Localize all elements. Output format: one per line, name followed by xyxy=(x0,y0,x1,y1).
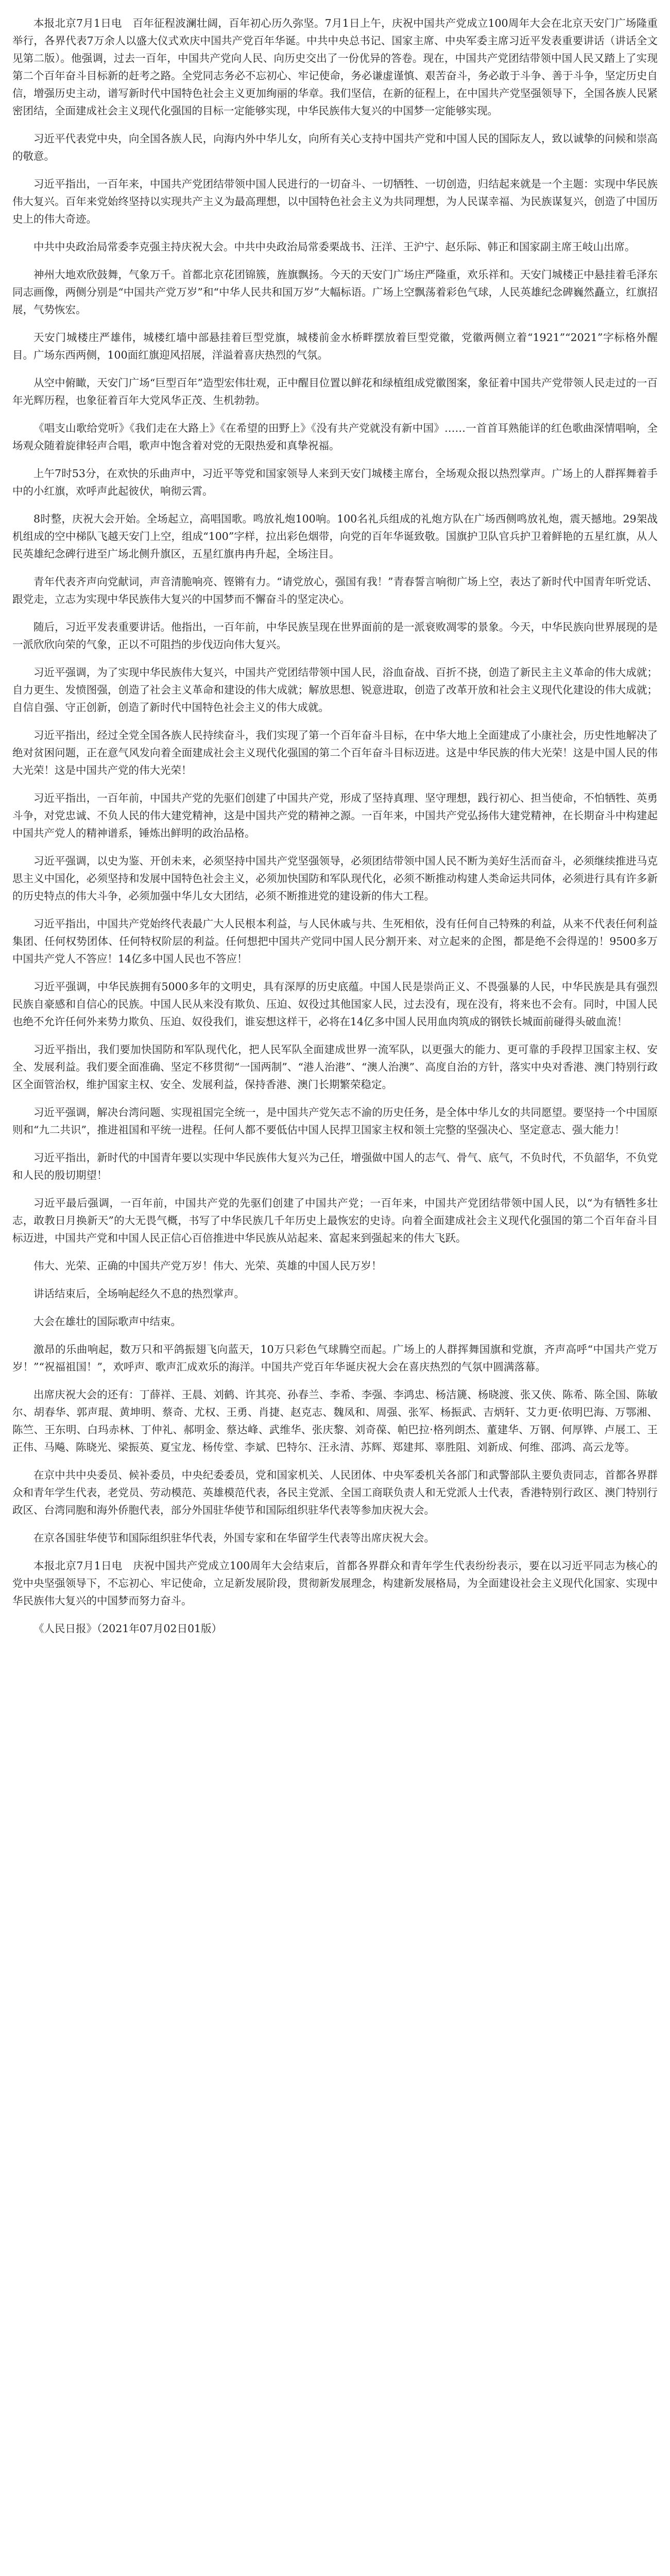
article-paragraph: 习近平指出，我们要加快国防和军队现代化，把人民军队全面建成世界一流军队，以更强大的能力、更可靠的手段捍卫国家主权、安全、发展利益。我们要全面准确、坚定不移贯彻“一国两制”、“港人治港”、“澳人治澳”、高度自治的方针，落实中央对香港、澳门特别行政区全面管治权，维护国家主权、安全、发展利益，保持香港、澳门长期繁荣稳定。 xyxy=(12,1043,658,1091)
article-paragraph: 习近平强调，以史为鉴、开创未来，必须坚持中国共产党坚强领导，必须团结带领中国人民不断为美好生活而奋斗，必须继续推进马克思主义中国化，必须坚持和发展中国特色社会主义，必须加快国防和军队现代化，必须不断推动构建人类命运共同体，必须进行具有许多新的历史特点的伟大斗争，必须加强中华儿女大团结，必须不断推进党的建设新的伟大工程。 xyxy=(12,855,658,902)
article-paragraph: 从空中俯瞰，天安门广场“巨型百年”造型宏伟壮观，正中醒目位置以鲜花和绿植组成党徽图案，象征着中国共产党带领人民走过的一百年光辉历程，也象征着百年大党风华正茂、生机勃勃。 xyxy=(12,377,658,406)
article-paragraph: 青年代表齐声向党献词，声音清脆响亮、铿锵有力。“请党放心，强国有我！”青春誓言响彻广场上空，表达了新时代中国青年听党话、跟党走，立志为实现中华民族伟大复兴的中国梦而不懈奋斗的坚定决心。 xyxy=(12,575,658,605)
article-paragraph: 习近平强调，为了实现中华民族伟大复兴，中国共产党团结带领中国人民，浴血奋战、百折不挠，创造了新民主主义革命的伟大成就；自力更生、发愤图强，创造了社会主义革命和建设的伟大成就；解放思想、锐意进取，创造了改革开放和社会主义现代化建设的伟大成就；自信自强、守正创新，创造了新时代中国特色社会主义的伟大成就。 xyxy=(12,666,658,714)
article-paragraph: 伟大、光荣、正确的中国共产党万岁！伟大、光荣、英雄的中国人民万岁！ xyxy=(33,1260,382,1272)
article-paragraph: 8时整，庆祝大会开始。全场起立，高唱国歌。鸣放礼炮100响。100名礼兵组成的礼炮方队在广场西侧鸣放礼炮，震天撼地。29架战机组成的空中梯队飞越天安门上空，组成“100”字样，拉出彩色烟带，向党的百年华诞致敬。国旗护卫队官兵护卫着鲜艳的五星红旗，从人民英雄纪念碑行进至广场北侧升旗区，五星红旗冉冉升起，全场注目。 xyxy=(12,513,658,560)
article-paragraph: 在京各国驻华使节和国际组织驻华代表，外国专家和在华留学生代表等出席庆祝大会。 xyxy=(33,1532,435,1544)
article-paragraph: 天安门城楼庄严雄伟，城楼红墙中部悬挂着巨型党旗，城楼前金水桥畔摆放着巨型党徽，党徽两侧立着“1921”“2021”字标格外醒目。广场东西两侧，100面红旗迎风招展，洋溢着喜庆热烈的气氛。 xyxy=(12,331,658,361)
article-source: 《人民日报》（2021年07月02日01版） xyxy=(33,1622,222,1635)
article-paragraph: 习近平指出，中国共产党始终代表最广大人民根本利益，与人民休戚与共、生死相依，没有任何自己特殊的利益，从来不代表任何利益集团、任何权势团体、任何特权阶层的利益。任何想把中国共产党同中国人民分割开来、对立起来的企图，都是绝不会得逞的！9500多万中国共产党人不答应！14亿多中国人民也不答应！ xyxy=(12,918,658,965)
article-paragraph: 习近平指出，一百年来，中国共产党团结带领中国人民进行的一切奋斗、一切牺牲、一切创造，归结起来就是一个主题：实现中华民族伟大复兴。百年来党始终坚持以实现共产主义为最高理想，以中国特色社会主义为共同理想，为人民谋幸福、为民族谋复兴，创造了中国历史上的伟大奇迹。 xyxy=(12,178,658,225)
article-body xyxy=(12,14,658,1609)
article-paragraph: 习近平强调，解决台湾问题、实现祖国完全统一，是中国共产党矢志不渝的历史任务，是全体中华儿女的共同愿望。要坚持一个中国原则和“九二共识”，推进祖国和平统一进程。任何人都不要低估中国人民捍卫国家主权和领土完整的坚强决心、坚定意志、强大能力！ xyxy=(12,1106,658,1136)
article-paragraph: 上午7时53分，在欢快的乐曲声中，习近平等党和国家领导人来到天安门城楼主席台，全场观众报以热烈掌声。广场上的人群挥舞着手中的小红旗，欢呼声此起彼伏，响彻云霄。 xyxy=(12,467,658,497)
article-paragraph: 出席庆祝大会的还有：丁薛祥、王晨、刘鹤、许其亮、孙春兰、李希、李强、李鸿忠、杨洁篪、杨晓渡、张又侠、陈希、陈全国、陈敏尔、胡春华、郭声琨、黄坤明、蔡奇、尤权、王勇、肖捷、赵克志、魏凤和、周强、张军、杨振武、吉炳轩、艾力更·依明巴海、万鄂湘、陈竺、王东明、白玛赤林、丁仲礼、郝明金、蔡达峰、武维华、张庆黎、刘奇葆、帕巴拉·格列朗杰、董建华、万钢、何厚铧、卢展工、王正伟、马飚、陈晓光、梁振英、夏宝龙、杨传堂、李斌、巴特尔、汪永清、苏辉、郑建邦、辜胜阻、刘新成、何维、邵鸿、高云龙等。 xyxy=(12,1388,658,1453)
article-paragraph: 大会在雄壮的国际歌声中结束。 xyxy=(33,1315,181,1328)
article-paragraph: 习近平代表党中央，向全国各族人民，向海内外中华儿女，向所有关心支持中国共产党和中国人民的国际友人，致以诚挚的问候和崇高的敬意。 xyxy=(12,132,658,162)
article-paragraph: 随后，习近平发表重要讲话。他指出，一百年前，中华民族呈现在世界面前的是一派衰败凋零的景象。今天，中华民族向世界展现的是一派欣欣向荣的气象，正以不可阻挡的步伐迈向伟大复兴。 xyxy=(12,621,658,651)
article-paragraph: 本报北京7月1日电 百年征程波澜壮阔，百年初心历久弥坚。7月1日上午，庆祝中国共产党成立100周年大会在北京天安门广场隆重举行，各界代表7万余人以盛大仪式欢庆中国共产党百年华诞。中共中央总书记、国家主席、中央军委主席习近平发表重要讲话（讲话全文见第二版）。他强调，过去一百年，中国共产党向人民、向历史交出了一份优异的答卷。现在，中国共产党团结带领中国人民又踏上了实现第二个百年奋斗目标新的赶考之路。全党同志务必不忘初心、牢记使命，务必谦虚谨慎、艰苦奋斗，务必敢于斗争、善于斗争，坚定历史自信，增强历史主动，谱写新时代中国特色社会主义更加绚丽的华章。我们坚信，在新的征程上，在中国共产党坚强领导下，全国各族人民紧密团结，全面建成社会主义现代化强国的目标一定能够实现，中华民族伟大复兴的中国梦一定能够实现。 xyxy=(12,17,658,117)
article-paragraph: 《唱支山歌给党听》《我们走在大路上》《在希望的田野上》《没有共产党就没有新中国》……一首首耳熟能详的红色歌曲深情唱响，全场观众随着旋律轻声合唱，歌声中饱含着对党的无限热爱和真挚祝福。 xyxy=(12,422,658,452)
article-paragraph: 激昂的乐曲响起，数万只和平鸽振翅飞向蓝天，10万只彩色气球腾空而起。广场上的人群挥舞国旗和党旗，齐声高呼“中国共产党万岁！”“祝福祖国！”，欢呼声、歌声汇成欢乐的海洋。中国共产党百年华诞庆祝大会在喜庆热烈的气氛中圆满落幕。 xyxy=(12,1343,658,1373)
article-paragraph: 讲话结束后，全场响起经久不息的热烈掌声。 xyxy=(33,1287,245,1300)
article-paragraph: 习近平强调，中华民族拥有5000多年的文明史，具有深厚的历史底蕴。中国人民是崇尚正义、不畏强暴的人民，中华民族是具有强烈民族自豪感和自信心的民族。中国人民从来没有欺负、压迫、奴役过其他国家人民，过去没有，现在没有，将来也不会有。同时，中国人民也绝不允许任何外来势力欺负、压迫、奴役我们，谁妄想这样干，必将在14亿多中国人民用血肉筑成的钢铁长城面前碰得头破血流！ xyxy=(12,980,658,1028)
article-paragraph: 中共中央政治局常委李克强主持庆祝大会。中共中央政治局常委栗战书、汪洋、王沪宁、赵乐际、韩正和国家副主席王岐山出席。 xyxy=(33,241,635,253)
article-paragraph: 在京中共中央委员、候补委员，中央纪委委员，党和国家机关、人民团体、中央军委机关各部门和武警部队主要负责同志，首都各界群众和青年学生代表，老党员、劳动模范、英雄模范代表，各民主党派、全国工商联负责人和无党派人士代表，香港特别行政区、澳门特别行政区、台湾同胞和海外侨胞代表，部分外国驻华使节和国际组织驻华代表等参加庆祝大会。 xyxy=(12,1469,658,1516)
article-paragraph: 习近平指出，一百年前，中国共产党的先驱们创建了中国共产党，形成了坚持真理、坚守理想，践行初心、担当使命，不怕牺牲、英勇斗争，对党忠诚、不负人民的伟大建党精神，这是中国共产党的精神之源。一百年来，中国共产党弘扬伟大建党精神，在长期奋斗中构建起中国共产党人的精神谱系，锤炼出鲜明的政治品格。 xyxy=(12,792,658,839)
article-paragraph: 习近平指出，新时代的中国青年要以实现中华民族伟大复兴为己任，增强做中国人的志气、骨气、底气，不负时代，不负韶华，不负党和人民的殷切期望！ xyxy=(12,1151,658,1181)
article-paragraph: 神州大地欢欣鼓舞，气象万千。首都北京花团锦簇，旌旗飘扬。今天的天安门广场庄严隆重，欢乐祥和。天安门城楼正中悬挂着毛泽东同志画像，两侧分别是“中国共产党万岁”和“中华人民共和国万岁”大幅标语。广场上空飘荡着彩色气球，人民英雄纪念碑巍然矗立，红旗招展，气势恢宏。 xyxy=(12,268,658,316)
article-paragraph: 习近平最后强调，一百年前，中国共产党的先驱们创建了中国共产党；一百年来，中国共产党团结带领中国人民，以“为有牺牲多壮志，敢教日月换新天”的大无畏气概，书写了中华民族几千年历史上最恢宏的史诗。向着全面建成社会主义现代化强国的第二个百年奋斗目标迈进，中国共产党和中国人民正信心百倍推进中华民族从站起来、富起来到强起来的伟大飞跃。 xyxy=(12,1197,658,1244)
article-paragraph: 本报北京7月1日电 庆祝中国共产党成立100周年大会结束后，首都各界群众和青年学生代表纷纷表示，要在以习近平同志为核心的党中央坚强领导下，不忘初心、牢记使命，立足新发展阶段，贯彻新发展理念，构建新发展格局，为全面建设社会主义现代化国家、实现中华民族伟大复兴的中国梦而努力奋斗。 xyxy=(12,1560,658,1607)
article-paragraph: 习近平指出，经过全党全国各族人民持续奋斗，我们实现了第一个百年奋斗目标，在中华大地上全面建成了小康社会，历史性地解决了绝对贫困问题，正在意气风发向着全面建成社会主义现代化强国的第二个百年奋斗目标迈进。这是中华民族的伟大光荣！这是中国人民的伟大光荣！这是中国共产党的伟大光荣！ xyxy=(12,729,658,776)
